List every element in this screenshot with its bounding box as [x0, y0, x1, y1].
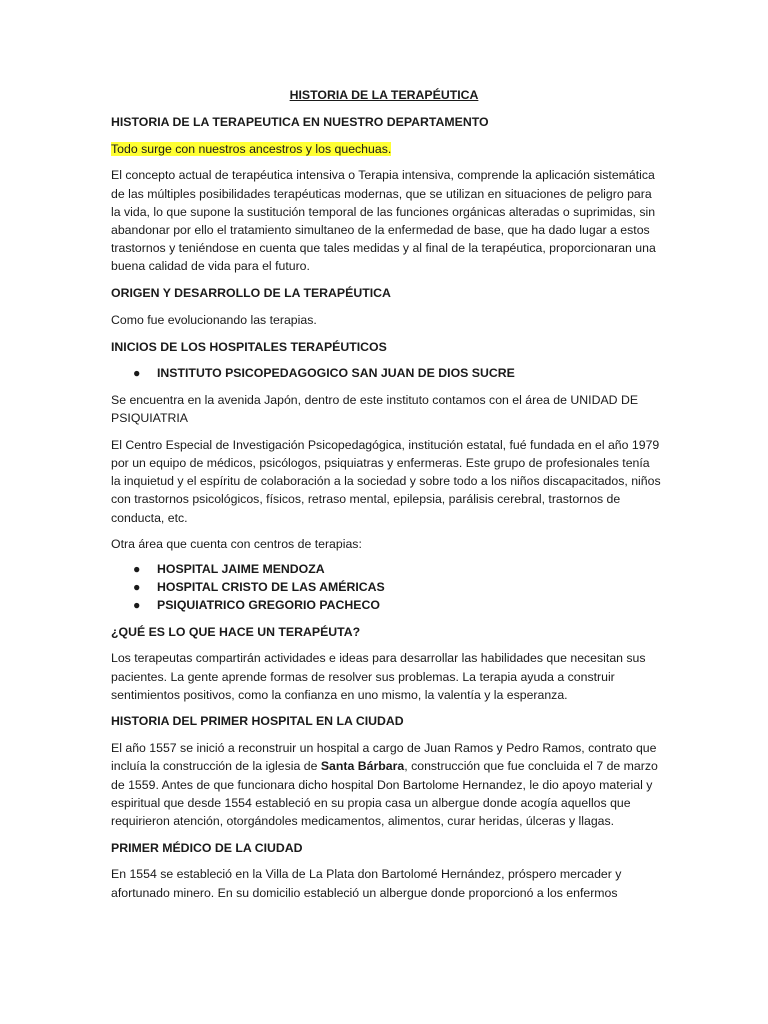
bullet-icon: ● — [133, 597, 141, 612]
section-heading-primer-medico: PRIMER MÉDICO DE LA CIUDAD — [111, 840, 303, 855]
bullet-icon: ● — [133, 366, 141, 381]
section-heading-primer-hospital: HISTORIA DEL PRIMER HOSPITAL EN LA CIUDAD — [111, 714, 404, 729]
list-item — [111, 578, 662, 596]
paragraph-text: , construcción que fue concluida el 7 de marzo de 1559. Antes de que funcionara dicho hospital Don Bartolome Hernandez, le dio apoyo material y espiritual que desde 1554 estableció en su propia casa un albergue donde acogía aquellos que requirieron atención, otorgándoles medicamentos, alimentos, curar heridas, úlceras y llagas. — [111, 759, 658, 828]
section-heading-terapeuta: ¿QUÉ ES LO QUE HACE UN TERAPÉUTA? — [111, 624, 361, 639]
paragraph-concepto: El concepto actual de terapéutica intensiva o Terapia intensiva, comprende la aplicación sistemática de las múltiples posibilidades terapéuticas modernas, que se utilizan en situaciones de peligro para la vida, lo que supone la sustitución temporal de las funciones orgánicas alteradas o suprimidas, sin abandonar por ello el tratamiento simultaneo de la enfermedad de base, que ha dado lugar a estos trastornos y teniéndose en cuenta que tales medidas y al final de la terapéutica, proporcionaran una buena calidad de vida para el futuro. — [111, 168, 656, 274]
paragraph-ubicacion: Se encuentra en la avenida Japón, dentro de este instituto contamos con el área de UNIDAD DE PSIQUIATRIA — [111, 392, 639, 426]
bullet-icon: ● — [133, 561, 141, 576]
bullet-list-instituto — [111, 364, 662, 382]
paragraph-primer-hospital — [111, 739, 662, 830]
list-item-text: HOSPITAL CRISTO DE LAS AMÉRICAS — [157, 579, 385, 594]
paragraph-centro-especial: El Centro Especial de Investigación Psicopedagógica, institución estatal, fué fundada en el año 1979 por un equipo de médicos, psicólogos, psiquiatras y enfermeras. Este grupo de profesionales tenía la inquietud y el espíritu de colaboración a la sociedad y sobre todo a los niños discapacitados, niños con trastornos psicológicos, físicos, retraso mental, epilepsia, parálisis cerebral, trastornos de conducta, etc. — [111, 437, 661, 525]
list-item-text: HOSPITAL JAIME MENDOZA — [157, 561, 325, 576]
document-body — [111, 113, 662, 910]
highlighted-text: Todo surge con nuestros ancestros y los quechuas. — [111, 141, 392, 156]
paragraph-otra-area: Otra área que cuenta con centros de terapias: — [111, 537, 362, 552]
bold-text: Santa Bárbara — [320, 759, 405, 774]
section-heading-inicios: INICIOS DE LOS HOSPITALES TERAPÉUTICOS — [111, 339, 387, 354]
list-item — [111, 596, 662, 614]
section-heading-departamento: HISTORIA DE LA TERAPEUTICA EN NUESTRO DEPARTAMENTO — [111, 115, 489, 129]
paragraph-evolucion: Como fue evolucionando las terapias. — [111, 312, 317, 327]
bullet-icon: ● — [133, 579, 141, 594]
section-heading-origen: ORIGEN Y DESARROLLO DE LA TERAPÉUTICA — [111, 286, 391, 301]
document-title: HISTORIA DE LA TERAPÉUTICA — [289, 88, 479, 102]
bullet-list-hospitales — [111, 560, 662, 615]
highlighted-paragraph — [111, 140, 662, 158]
list-item — [111, 560, 662, 578]
list-item-text: INSTITUTO PSICOPEDAGOGICO SAN JUAN DE DIOS SUCRE — [157, 366, 515, 381]
paragraph-primer-medico: En 1554 se estableció en la Villa de La Plata don Bartolomé Hernández, próspero mercader y afortunado minero. En su domicilio estableció un albergue donde proporcionó a los enfermos — [111, 867, 622, 900]
paragraph-terapeutas: Los terapeutas compartirán actividades e ideas para desarrollar las habilidades que necesitan sus pacientes. La gente aprende formas de resolver sus problemas. La terapia ayuda a construir sentimientos positivos, como la confianza en uno mismo, la valentía y la esperanza. — [111, 651, 646, 702]
paragraph-text: El año 1557 se inició a reconstruir un hospital a cargo de Juan Ramos y Pedro Ramos, contrato que incluía la construcción de la iglesia de — [111, 741, 657, 774]
list-item-text: PSIQUIATRICO GREGORIO PACHECO — [157, 597, 380, 612]
list-item — [111, 364, 662, 382]
